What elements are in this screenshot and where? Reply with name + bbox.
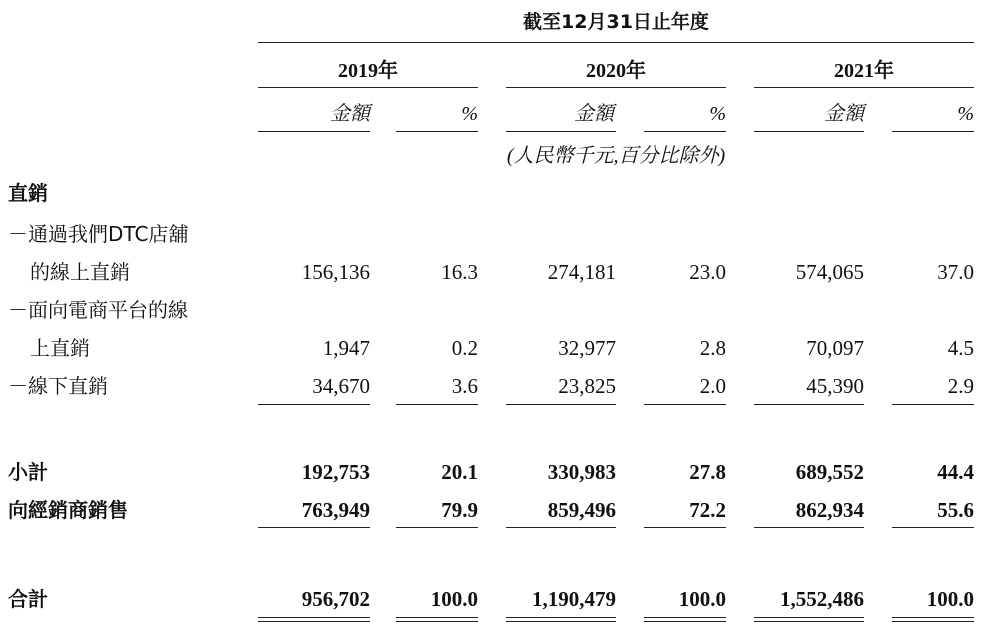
year-rule-2020 [506, 87, 726, 88]
cell-value: 79.9 [441, 498, 478, 522]
year-2019-header: 2019年 [338, 60, 398, 82]
row-label-total: 合計 [8, 587, 48, 611]
cell-value: 1,190,479 [532, 587, 616, 611]
col-rule [396, 131, 478, 132]
row-label-offline: －線下直銷 [8, 374, 108, 398]
cell-value: 2.8 [699, 336, 726, 360]
period-header: 截至12月31日止年度 [523, 11, 709, 33]
subtotal-rule [396, 404, 478, 405]
pct-header-2019: % [461, 103, 478, 125]
double-rule [506, 617, 616, 622]
cell-value: 55.6 [937, 498, 974, 522]
cell-value: 763,949 [301, 498, 370, 522]
subtotal-rule [258, 404, 370, 405]
col-rule [754, 131, 864, 132]
cell-value: 70,097 [806, 336, 864, 360]
row-label-ecom-line2: 上直銷 [30, 336, 90, 360]
subtotal-rule [754, 404, 864, 405]
cell-value: 100.0 [430, 587, 478, 611]
col-rule [892, 131, 974, 132]
row-label-dtc-line1: －通過我們DTC店舖 [8, 222, 189, 246]
subtotal-rule [644, 404, 726, 405]
amount-header-2021: 金額 [824, 103, 864, 125]
cell-value: 2.0 [699, 374, 726, 398]
cell-value: 27.8 [689, 460, 726, 484]
total-rule [754, 527, 864, 528]
total-rule [892, 527, 974, 528]
year-2020-header: 2020年 [586, 60, 646, 82]
cell-value: 3.6 [451, 374, 478, 398]
subtotal-rule [892, 404, 974, 405]
cell-value: 20.1 [441, 460, 478, 484]
header-rule [258, 42, 974, 43]
cell-value: 1,947 [322, 336, 370, 360]
row-label-ecom-line1: －面向電商平台的線 [8, 298, 188, 322]
cell-value: 16.3 [441, 260, 478, 284]
year-2021-header: 2021年 [834, 60, 894, 82]
cell-value: 956,702 [301, 587, 370, 611]
subtotal-rule [506, 404, 616, 405]
cell-value: 192,753 [301, 460, 370, 484]
cell-value: 23,825 [558, 374, 616, 398]
section-direct-sales: 直銷 [8, 181, 48, 205]
cell-value: 330,983 [547, 460, 616, 484]
cell-value: 859,496 [547, 498, 616, 522]
double-rule [258, 617, 370, 622]
cell-value: 44.4 [937, 460, 974, 484]
cell-value: 100.0 [678, 587, 726, 611]
total-rule [258, 527, 370, 528]
cell-value: 23.0 [689, 260, 726, 284]
double-rule [754, 617, 864, 622]
cell-value: 862,934 [795, 498, 864, 522]
year-rule-2019 [258, 87, 478, 88]
col-rule [258, 131, 370, 132]
cell-value: 274,181 [547, 260, 616, 284]
cell-value: 100.0 [926, 587, 974, 611]
pct-header-2020: % [709, 103, 726, 125]
col-rule [506, 131, 616, 132]
cell-value: 72.2 [689, 498, 726, 522]
amount-header-2019: 金額 [330, 103, 370, 125]
cell-value: 689,552 [795, 460, 864, 484]
cell-value: 37.0 [937, 260, 974, 284]
cell-value: 4.5 [947, 336, 974, 360]
cell-value: 2.9 [947, 374, 974, 398]
double-rule [892, 617, 974, 622]
cell-value: 1,552,486 [780, 587, 864, 611]
cell-value: 156,136 [301, 260, 370, 284]
row-label-dtc-line2: 的線上直銷 [30, 260, 130, 284]
cell-value: 45,390 [806, 374, 864, 398]
double-rule [396, 617, 478, 622]
cell-value: 574,065 [795, 260, 864, 284]
cell-value: 34,670 [312, 374, 370, 398]
row-label-subtotal: 小計 [8, 460, 48, 484]
pct-header-2021: % [957, 103, 974, 125]
cell-value: 0.2 [451, 336, 478, 360]
amount-header-2020: 金額 [574, 103, 614, 125]
col-rule [644, 131, 726, 132]
cell-value: 32,977 [558, 336, 616, 360]
total-rule [644, 527, 726, 528]
total-rule [506, 527, 616, 528]
row-label-distributor: 向經銷商銷售 [8, 498, 128, 522]
total-rule [396, 527, 478, 528]
unit-note: (人民幣千元,百分比除外) [506, 145, 726, 167]
year-rule-2021 [754, 87, 974, 88]
double-rule [644, 617, 726, 622]
